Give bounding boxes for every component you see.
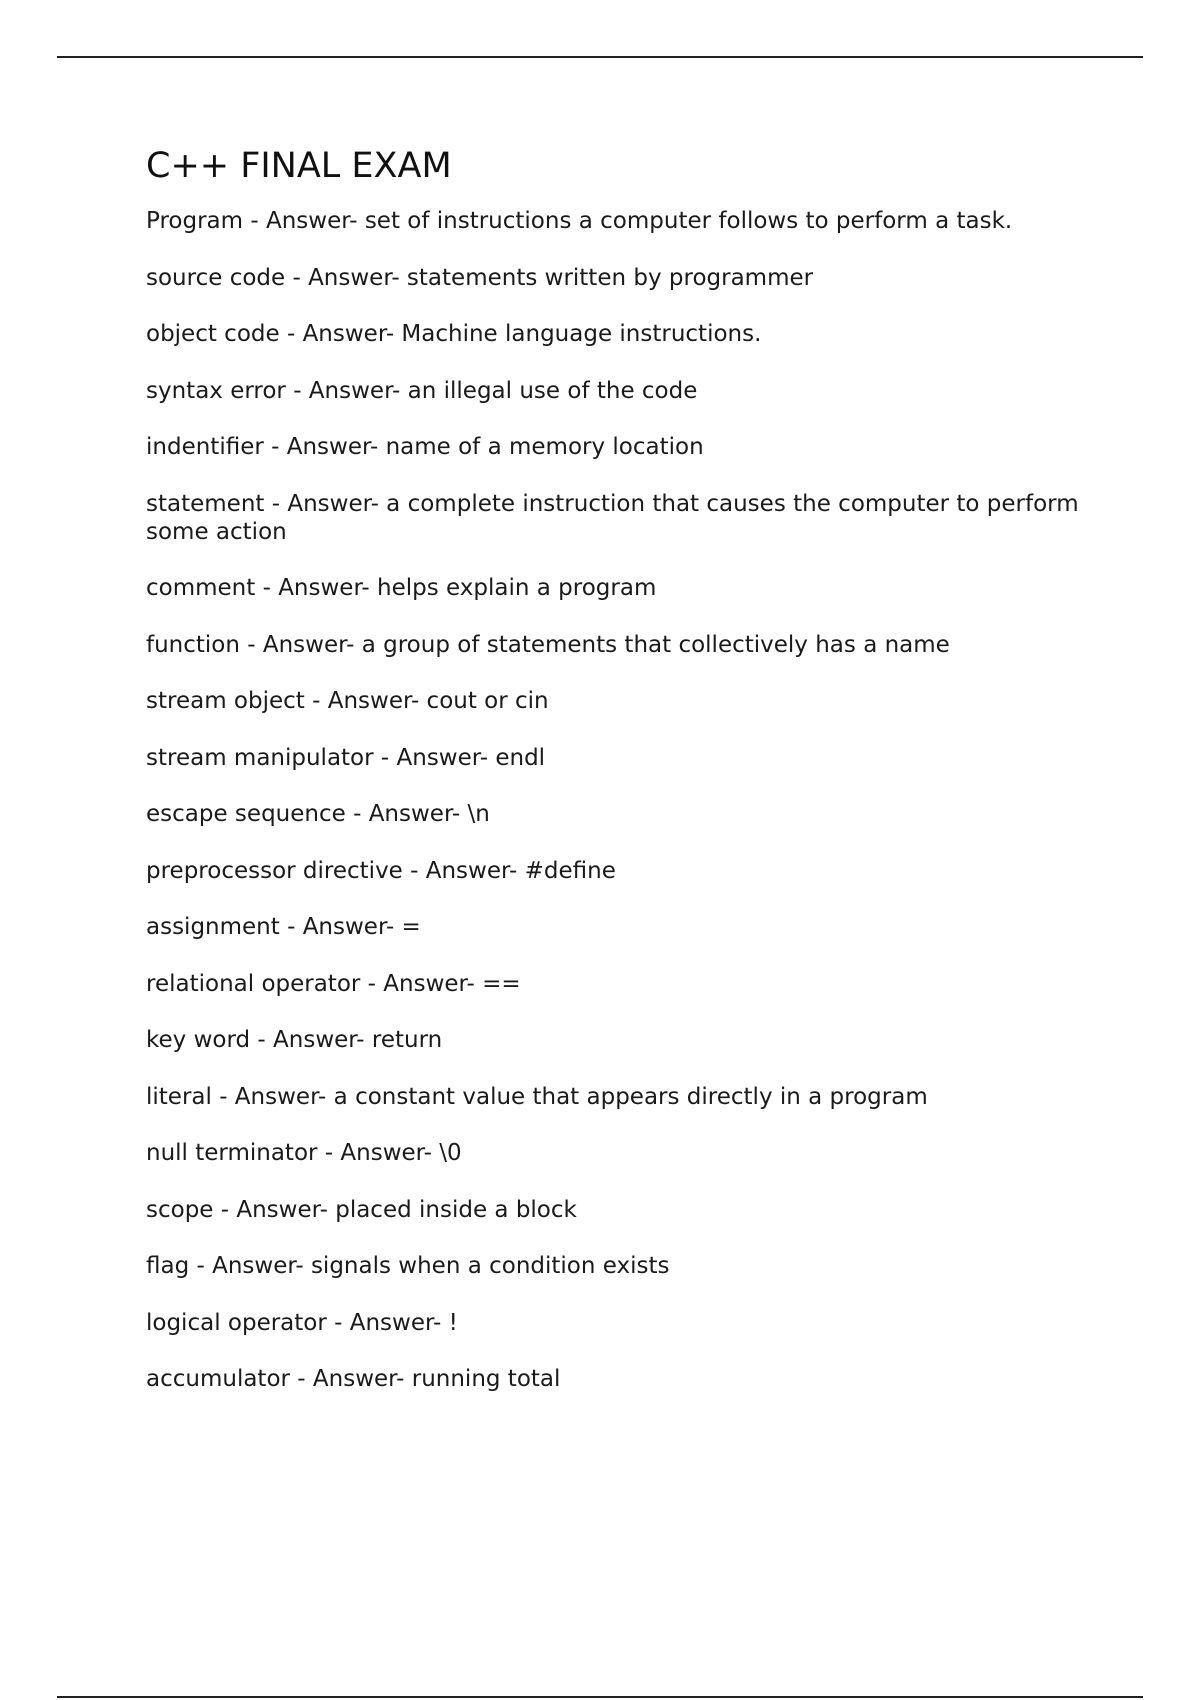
flashcard-item: Program - Answer- set of instructions a computer follows to perform a task. — [146, 208, 1013, 234]
flashcard-item: object code - Answer- Machine language instructions. — [146, 321, 762, 347]
flashcard-item: relational operator - Answer- == — [146, 970, 521, 997]
flashcard-item: stream object - Answer- cout or cin — [146, 688, 549, 714]
flashcard-item: null terminator - Answer- \0 — [146, 1140, 462, 1166]
flashcard-item: literal - Answer- a constant value that appears directly in a program — [146, 1083, 928, 1110]
flashcard-item: source code - Answer- statements written by programmer — [146, 264, 814, 291]
flashcard-item: key word - Answer- return — [146, 1027, 443, 1053]
flashcard-list — [146, 207, 1086, 1393]
flashcard-item: preprocessor directive - Answer- #define — [146, 857, 616, 884]
flashcard-item: escape sequence - Answer- \n — [146, 801, 490, 827]
flashcard-item: comment - Answer- helps explain a program — [146, 575, 657, 601]
footer-rule — [57, 1696, 1143, 1698]
header-rule — [57, 56, 1143, 58]
flashcard-item: flag - Answer- signals when a condition exists — [146, 1253, 670, 1279]
flashcard-item: scope - Answer- placed inside a block — [146, 1196, 577, 1223]
flashcard-item: stream manipulator - Answer- endl — [146, 744, 546, 771]
flashcard-item: syntax error - Answer- an illegal use of the code — [146, 377, 698, 404]
flashcard-item: indentifier - Answer- name of a memory location — [146, 434, 704, 460]
flashcard-item: logical operator - Answer- ! — [146, 1309, 458, 1336]
flashcard-item: assignment - Answer- = — [146, 914, 421, 940]
document-body — [146, 140, 1086, 1422]
flashcard-item: function - Answer- a group of statements that collectively has a name — [146, 631, 950, 658]
flashcard-item: accumulator - Answer- running total — [146, 1366, 561, 1392]
document-title: C++ FINAL EXAM — [146, 146, 452, 186]
flashcard-item: statement - Answer- a complete instruction that causes the computer to perform some action — [146, 490, 1079, 545]
